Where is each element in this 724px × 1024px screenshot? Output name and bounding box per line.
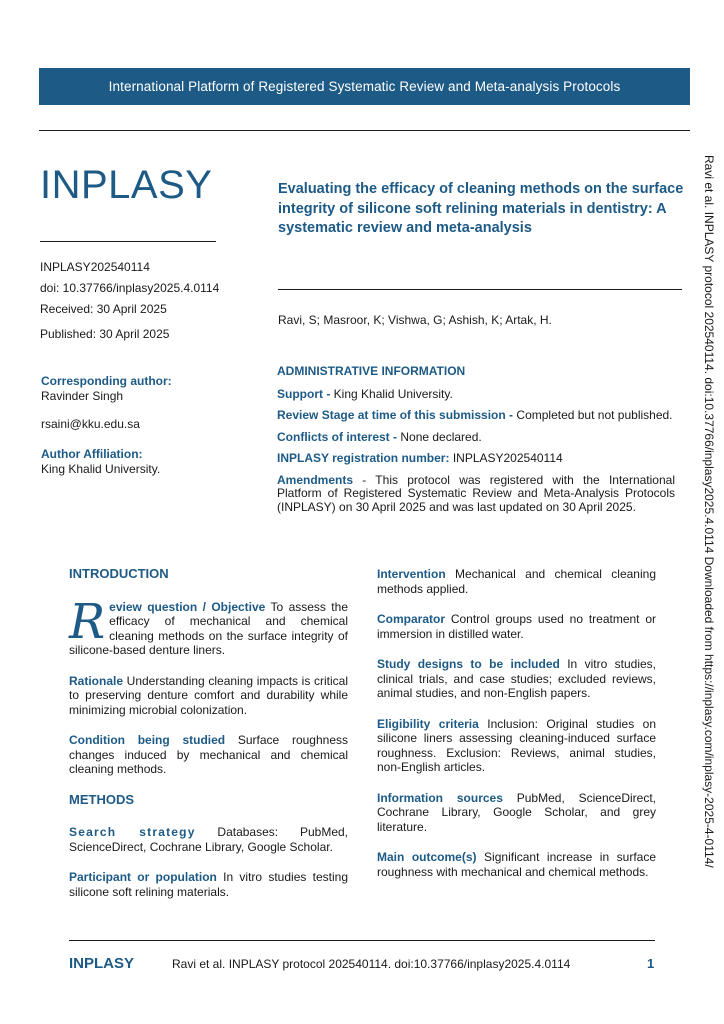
intervention-value: Mechanical and chemical cleaning methods applied. xyxy=(377,567,656,596)
comparator-paragraph xyxy=(377,612,656,641)
rationale-label: Rationale xyxy=(69,673,124,688)
affiliation-value: King Khalid University. xyxy=(41,462,161,476)
introduction-heading: INTRODUCTION xyxy=(69,566,169,581)
intervention-paragraph xyxy=(377,567,656,596)
admin-review-stage xyxy=(277,409,675,423)
study-designs-label: Study designs to be included xyxy=(377,657,560,671)
published-date: Published: 30 April 2025 xyxy=(40,327,170,341)
eligibility-paragraph xyxy=(377,717,656,775)
conflicts-value: None declared. xyxy=(397,429,482,444)
title-divider xyxy=(278,289,682,290)
banner-text: International Platform of Registered Systematic Review and Meta-analysis Protocols xyxy=(108,79,621,94)
condition-paragraph xyxy=(69,733,348,777)
admin-registration xyxy=(277,452,675,466)
review-question-paragraph xyxy=(69,593,348,658)
received-date: Received: 30 April 2025 xyxy=(40,302,167,316)
review-question-value: To assess the efficacy of mechanical and chemical cleaning methods on the surface integrity of silicone-based denture liners. xyxy=(69,599,348,657)
body-left-column xyxy=(69,567,348,915)
footer-divider xyxy=(69,940,655,941)
condition-value: Surface roughness changes induced by mechanical and chemical cleaning methods. xyxy=(69,733,348,776)
body-right-column xyxy=(377,567,656,895)
comparator-value: Control groups used no treatment or immersion in distilled water. xyxy=(377,612,656,641)
eligibility-label: Eligibility criteria xyxy=(377,716,479,731)
registration-value: INPLASY202540114 xyxy=(449,451,563,465)
methods-heading: METHODS xyxy=(69,791,134,807)
paper-title: Evaluating the efficacy of cleaning methods on the surface integrity of silicone soft relining materials in dentistry: A systematic review and meta-analysis xyxy=(278,181,684,236)
corresponding-author-name: Ravinder Singh xyxy=(41,389,124,403)
search-strategy-label: Search strategy xyxy=(69,825,196,839)
search-strategy-value: Databases: PubMed, ScienceDirect, Cochrane Library, Google Scholar. xyxy=(69,825,348,854)
review-stage-value: Completed but not published. xyxy=(513,408,673,422)
admin-amendments xyxy=(277,474,675,515)
logo-divider xyxy=(40,241,216,242)
corresponding-author-email[interactable]: rsaini@kku.edu.sa xyxy=(41,417,140,431)
admin-conflicts xyxy=(277,431,675,445)
author-affiliation-block xyxy=(41,447,160,477)
inplasy-logo: INPLASY xyxy=(40,163,213,207)
doi-link[interactable]: doi: 10.37766/inplasy2025.4.0114 xyxy=(40,281,220,295)
main-outcome-label: Main outcome(s) xyxy=(377,850,477,864)
eligibility-value: Inclusion: Original studies on silicone liners assessing cleaning-induced surface roughness. Exclusion: Reviews, animal studies, non-English articles. xyxy=(377,716,656,774)
condition-label: Condition being studied xyxy=(69,733,226,747)
review-stage-label: Review Stage at time of this submission - xyxy=(277,408,514,422)
footer-logo: INPLASY xyxy=(69,955,135,972)
administrative-information xyxy=(277,365,675,522)
header-banner xyxy=(39,68,690,105)
registration-label: INPLASY registration number: xyxy=(277,451,450,465)
corresponding-author-block xyxy=(41,374,172,432)
corresponding-author-label: Corresponding author: xyxy=(41,374,172,388)
participant-value: In vitro studies testing silicone soft relining materials. xyxy=(69,870,348,899)
rationale-paragraph xyxy=(69,674,348,718)
header-divider xyxy=(39,130,690,131)
amendments-value: - This protocol was registered with the International Platform of Registered Systematic Review and Meta-Analysis Protocols (INPLASY) on 30 April 2025 and was last updated on 30 April 2025. xyxy=(277,472,675,514)
author-list: Ravi, S; Masroor, K; Vishwa, G; Ashish, K; Artak, H. xyxy=(278,313,552,327)
study-designs-paragraph xyxy=(377,657,656,701)
main-outcome-paragraph xyxy=(377,850,656,879)
conflicts-label: Conflicts of interest - xyxy=(277,429,398,444)
rationale-value: Understanding cleaning impacts is critical to preserving denture comfort and durability while minimizing microbial colonization. xyxy=(69,673,348,717)
protocol-id: INPLASY202540114 xyxy=(40,260,150,274)
page-number: 1 xyxy=(647,956,655,971)
information-sources-paragraph xyxy=(377,791,656,835)
review-question-label: eview question / Objective xyxy=(109,599,266,614)
admin-support xyxy=(277,388,675,402)
support-label: Support - xyxy=(277,386,331,401)
search-strategy-paragraph xyxy=(69,825,348,854)
sidebar-citation: Ravi et al. INPLASY protocol 202540114. doi:10.37766/inplasy2025.4.0114 Downloaded from https://inplasy.com/inplasy-2025-4-0114/ xyxy=(702,155,716,868)
participant-label: Participant or population xyxy=(69,870,217,884)
footer-citation: Ravi et al. INPLASY protocol 202540114. doi:10.37766/inplasy2025.4.0114 xyxy=(172,957,571,971)
study-designs-value: In vitro studies, clinical trials, and case studies; excluded reviews, animal studies, and non-English papers. xyxy=(377,657,656,700)
participant-paragraph xyxy=(69,870,348,899)
affiliation-label: Author Affiliation: xyxy=(41,447,143,461)
information-sources-value: PubMed, ScienceDirect, Cochrane Library, Google Scholar, and grey literature. xyxy=(377,790,657,834)
comparator-label: Comparator xyxy=(377,612,446,626)
admin-heading: ADMINISTRATIVE INFORMATION xyxy=(277,364,466,378)
drop-cap: R xyxy=(69,593,106,650)
main-outcome-value: Significant increase in surface roughness with mechanical and chemical methods. xyxy=(377,850,657,879)
amendments-label: Amendments xyxy=(277,472,354,487)
intervention-label: Intervention xyxy=(377,567,446,581)
support-value: King Khalid University. xyxy=(330,386,453,401)
information-sources-label: Information sources xyxy=(377,790,503,805)
